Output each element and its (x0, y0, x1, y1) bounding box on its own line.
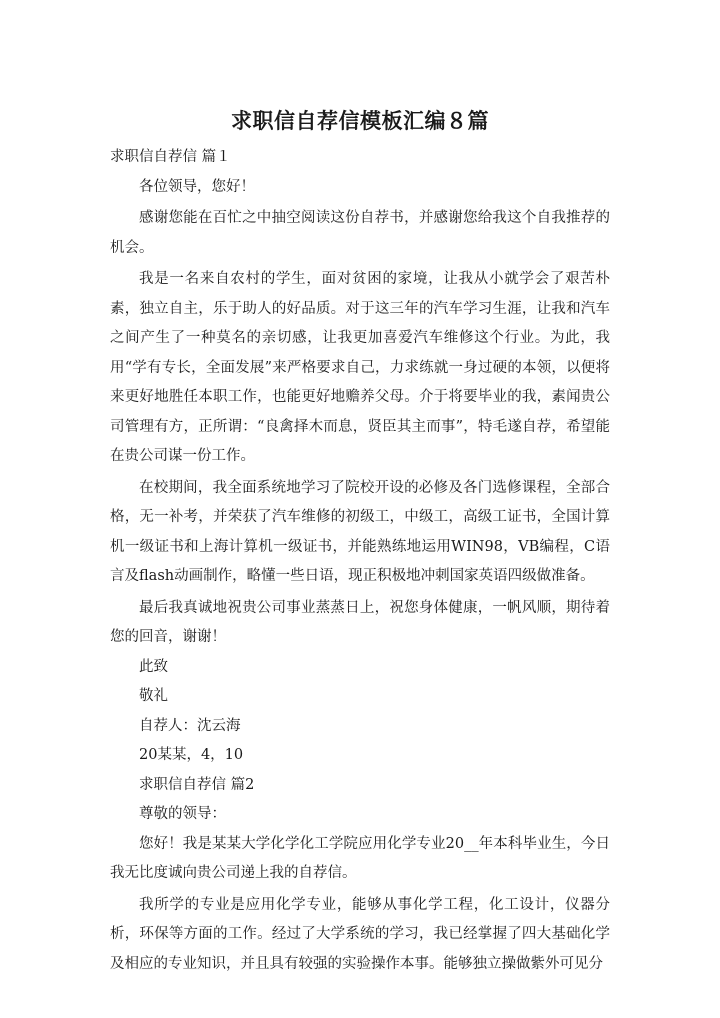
closing-line: 此致 (139, 658, 168, 675)
paragraph: 感谢您能在百忙之中抽空阅读这份自荐书，并感谢您给我这个自我推荐的机会。 (110, 210, 610, 256)
paragraph: 您好！我是某某大学化学化工学院应用化学专业20__年本科毕业生，今日我无比度诚向贵公司递上我的自荐信。 (110, 835, 610, 881)
document-title: 求职信自荐信模板汇编８篇 (231, 109, 489, 133)
signature-line: 自荐人：沈云海 (139, 717, 241, 734)
section-heading: 求职信自荐信 篇１ (110, 149, 231, 165)
paragraph: 最后我真诚地祝贵公司事业蒸蒸日上，祝您身体健康，一帆风顺，期待着您的回音，谢谢！ (110, 599, 610, 645)
paragraph: 我所学的专业是应用化学专业，能够从事化学工程，化工设计，仪器分析，环保等方面的工作。经过了大学系统的学习，我已经掌握了四大基础化学及相应的专业知识，并且具有较强的实验操作本事。能够独立操做紫外可见分 (110, 896, 610, 972)
salutation: 各位领导，您好！ (139, 178, 255, 195)
section-heading: 求职信自荐信 篇2 (139, 776, 255, 793)
paragraph: 我是一名来自农村的学生，面对贫困的家境，让我从小就学会了艰苦朴素，独立自主，乐于助人的好品质。对于这三年的汽车学习生涯，让我和汽车之间产生了一种莫名的亲切感，让我更加喜爱汽车维修这个行业。为此，我用“学有专长，全面发展”来严格要求自己，力求练就一身过硬的本领，以便将来更好地胜任本职工作，也能更好地赡养父母。介于将要毕业的我，素闻贵公司管理有方，正所谓：“良禽择木而息，贤臣其主而事”，特毛遂自荐，希望能在贵公司谋一份工作。 (110, 271, 610, 464)
closing-line: 敬礼 (139, 688, 168, 704)
salutation: 尊敬的领导： (139, 806, 226, 822)
date-line: 20某某，4，10 (139, 747, 244, 763)
paragraph: 在校期间，我全面系统地学习了院校开设的必修及各门选修课程，全部合格，无一补考，并荣获了汽车维修的初级工，中级工，高级工证书，全国计算机一级证书和上海计算机一级证书，并能熟练地运用WIN98，VB编程，C语言及flash动画制作，略懂一些日语，现正积极地冲刺国家英语四级做准备。 (110, 479, 610, 584)
document-body (110, 143, 610, 979)
